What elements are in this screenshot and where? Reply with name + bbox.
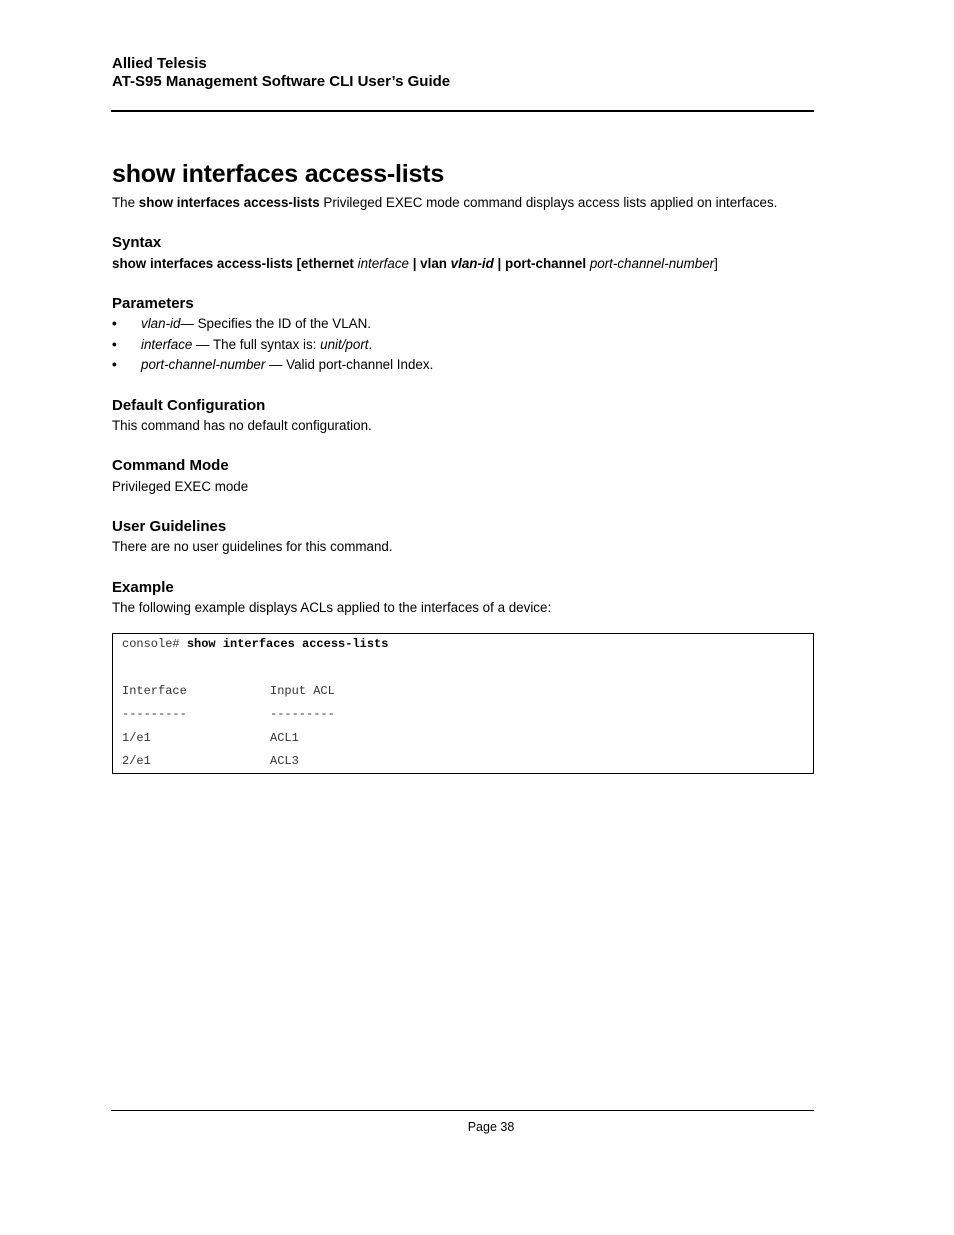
- syntax-part: ]: [714, 256, 718, 271]
- syntax-part: port-channel-number: [589, 256, 715, 271]
- user-guidelines-text: There are no user guidelines for this command.: [112, 539, 393, 554]
- table-cell-acl: ACL1: [270, 731, 299, 745]
- intro-paragraph: [112, 194, 777, 211]
- table-separator: ---------: [122, 707, 187, 721]
- syntax-heading: Syntax: [112, 234, 162, 251]
- console-command: show interfaces access-lists: [186, 637, 389, 651]
- code-example-box: [112, 633, 814, 774]
- parameter-item: [112, 315, 371, 332]
- parameter-desc: — Specifies the ID of the VLAN.: [180, 316, 371, 331]
- parameter-extra: unit/port: [320, 337, 369, 352]
- parameter-term: vlan-id: [141, 316, 181, 331]
- table-cell-interface: 2/e1: [122, 754, 151, 768]
- intro-post: Privileged EXEC mode command displays access lists applied on interfaces.: [319, 195, 778, 210]
- console-command-line: [122, 637, 388, 651]
- table-header-acl: Input ACL: [270, 684, 335, 698]
- example-heading: Example: [112, 579, 174, 596]
- table-cell-acl: ACL3: [270, 754, 299, 768]
- header-company: Allied Telesis: [112, 55, 207, 72]
- parameter-desc: — The full syntax is:: [192, 337, 321, 352]
- table-cell-interface: 1/e1: [122, 731, 151, 745]
- syntax-part: show interfaces access-lists [ethernet: [112, 256, 358, 271]
- parameter-term: interface: [141, 337, 193, 352]
- table-header-interface: Interface: [122, 684, 187, 698]
- parameter-item: [112, 356, 433, 373]
- parameter-item: [112, 336, 372, 353]
- syntax-part: interface: [357, 256, 409, 271]
- command-mode-heading: Command Mode: [112, 457, 229, 474]
- bullet-icon: •: [112, 357, 117, 372]
- page-number: Page 38: [467, 1120, 515, 1134]
- command-mode-text: Privileged EXEC mode: [112, 479, 249, 494]
- bullet-icon: •: [112, 337, 117, 352]
- syntax-part: vlan-id: [450, 256, 494, 271]
- table-separator: ---------: [270, 707, 335, 721]
- bullet-icon: •: [112, 316, 117, 331]
- header-guide-title: AT-S95 Management Software CLI User’s Guide: [112, 73, 451, 90]
- parameter-term: port-channel-number: [141, 357, 266, 372]
- syntax-part: | vlan: [408, 256, 451, 271]
- syntax-part: | port-channel: [493, 256, 590, 271]
- intro-command: show interfaces access-lists: [138, 195, 320, 210]
- default-config-heading: Default Configuration: [112, 397, 266, 414]
- console-prompt: console#: [122, 637, 187, 651]
- intro-pre: The: [112, 195, 139, 210]
- parameters-heading: Parameters: [112, 295, 194, 312]
- parameter-end: .: [368, 337, 373, 352]
- user-guidelines-heading: User Guidelines: [112, 518, 227, 535]
- example-text: The following example displays ACLs applied to the interfaces of a device:: [112, 600, 552, 615]
- footer-rule: [111, 1110, 814, 1111]
- page-title: show interfaces access-lists: [112, 160, 445, 188]
- default-config-text: This command has no default configuration.: [112, 418, 372, 433]
- syntax-line: [112, 255, 718, 272]
- header-rule: [111, 110, 814, 112]
- parameter-desc: — Valid port-channel Index.: [265, 357, 434, 372]
